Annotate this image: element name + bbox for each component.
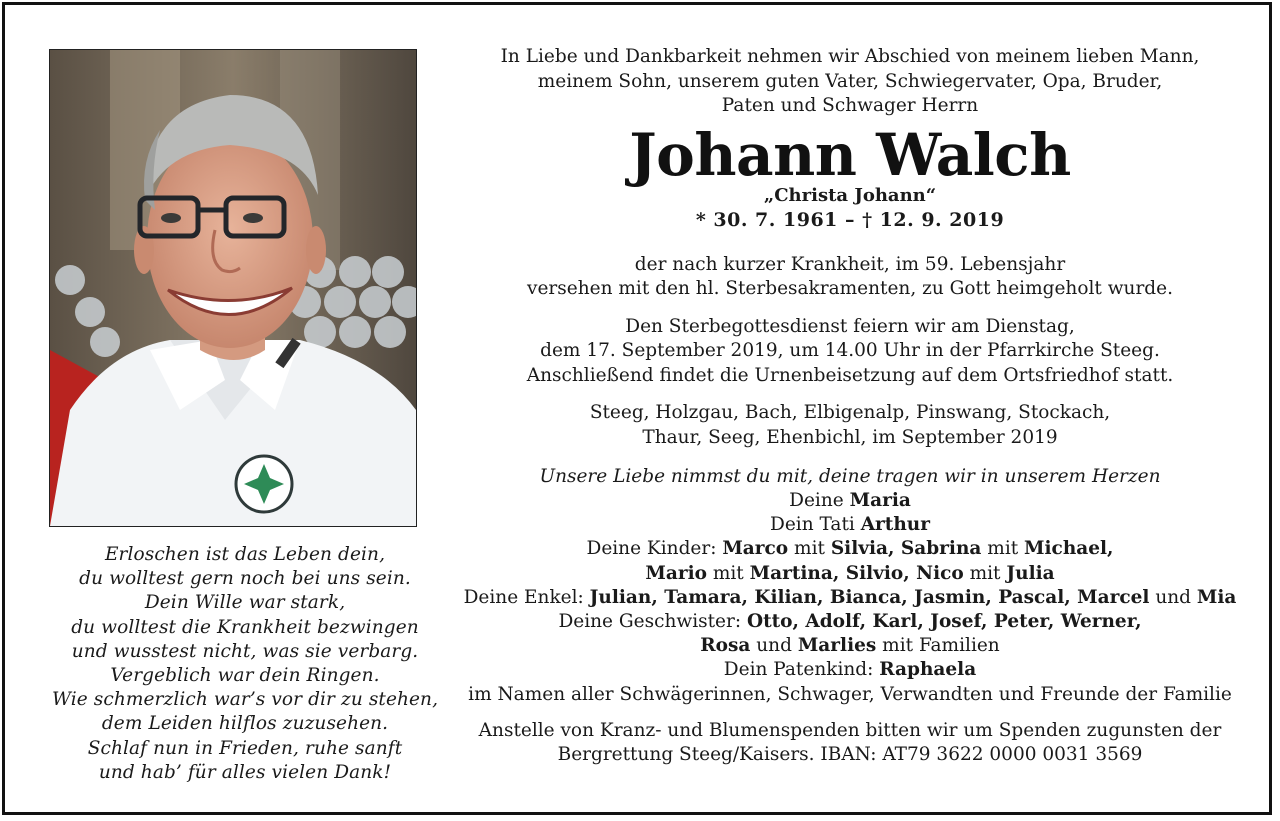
connector: und — [750, 635, 798, 657]
name: Nico — [916, 562, 964, 584]
service-line: dem 17. September 2019, um 14.00 Uhr in der Pfarrkirche Steeg. — [540, 340, 1160, 361]
donation-line: Bergrettung Steeg/Kaisers. IBAN: AT79 3622 0000 0031 3569 — [557, 744, 1143, 766]
mourner-siblings-1 — [450, 610, 1250, 634]
separator: , — [888, 538, 901, 560]
intro — [450, 45, 1250, 119]
poem — [35, 543, 455, 785]
name: Marlies — [797, 635, 877, 657]
name: Sabrina — [900, 538, 982, 560]
label: Deine Kinder: — [586, 538, 723, 560]
mourner-grandchildren — [450, 586, 1250, 610]
intro-line: meinem Sohn, unserem guten Vater, Schwiegervater, Opa, Bruder, — [537, 70, 1163, 92]
poem-line: und hab’ für alles vielen Dank! — [98, 761, 392, 783]
name: Martina — [749, 562, 833, 584]
connector: mit — [981, 538, 1025, 560]
mourner-others: im Namen aller Schwägerinnen, Schwager, Verwandten und Freunde der Familie — [468, 683, 1232, 705]
name: Maria — [849, 490, 911, 511]
obituary-card — [2, 2, 1272, 815]
notice-line: versehen mit den hl. Sterbesakramenten, zu Gott heimgeholt wurde. — [527, 278, 1173, 299]
death-notice — [450, 253, 1250, 302]
portrait-photo — [49, 49, 417, 527]
poem-line: du wolltest gern noch bei uns sein. — [79, 568, 411, 590]
poem-line: Schlaf nun in Frieden, ruhe sanft — [87, 737, 403, 759]
poem-line: Erloschen ist das Leben dein, — [104, 544, 386, 565]
mourner-godchild — [450, 658, 1250, 682]
connector: und — [1149, 586, 1197, 608]
name: Julia — [1006, 562, 1055, 584]
name: Otto, Adolf, Karl, Josef, Peter, Werner, — [746, 611, 1142, 633]
mourner-children-2 — [450, 562, 1250, 586]
places-date — [450, 401, 1250, 450]
name: Rosa — [700, 635, 751, 657]
name: Raphaela — [879, 659, 977, 681]
places-line: Thaur, Seeg, Ehenbichl, im September 2019 — [642, 426, 1058, 448]
motto: Unsere Liebe nimmst du mit, deine tragen wir in unserem Herzen — [539, 466, 1161, 487]
name: Marco — [722, 538, 789, 560]
donation-request — [450, 719, 1250, 768]
connector: mit Familien — [876, 635, 1000, 657]
nickname: „Christa Johann“ — [763, 184, 937, 206]
poem-line: Dein Wille war stark, — [144, 592, 346, 614]
mourner-children-1 — [450, 537, 1250, 561]
separator: , — [903, 562, 917, 584]
label: Dein Tati — [770, 514, 861, 536]
name: Mario — [645, 562, 707, 584]
portrait-image — [50, 50, 416, 526]
name: Mia — [1196, 586, 1237, 608]
label: Deine Enkel: — [463, 586, 590, 608]
intro-line: Paten und Schwager Herrn — [721, 95, 979, 116]
name: Arthur — [860, 514, 930, 536]
separator: , — [832, 562, 846, 584]
connector: mit — [706, 562, 750, 584]
label: Deine — [789, 490, 850, 511]
label: Deine Geschwister: — [558, 611, 747, 633]
poem-line: dem Leiden hilflos zuzusehen. — [101, 713, 389, 735]
service-line: Den Sterbegottesdienst feiern wir am Dienstag, — [625, 315, 1075, 337]
label: Dein Patenkind: — [723, 659, 880, 681]
life-dates: * 30. 7. 1961 – † 12. 9. 2019 — [695, 208, 1005, 231]
mourner-wife — [450, 489, 1250, 513]
name: Michael, — [1024, 538, 1114, 560]
name: Silvia — [830, 538, 888, 560]
places-line: Steeg, Holzgau, Bach, Elbigenalp, Pinswang, Stockach, — [589, 402, 1111, 423]
notice-line: der nach kurzer Krankheit, im 59. Lebensjahr — [634, 253, 1066, 275]
name: Julian, Tamara, Kilian, Bianca, Jasmin, Pascal, Marcel — [589, 586, 1150, 608]
mourners — [450, 489, 1250, 707]
name: Silvio — [845, 562, 904, 584]
funeral-service — [450, 315, 1250, 389]
donation-line: Anstelle von Kranz- und Blumenspenden bitten wir um Spenden zugunsten der — [478, 719, 1222, 741]
deceased-name: Johann Walch — [629, 120, 1071, 189]
poem-line: du wolltest die Krankheit bezwingen — [71, 616, 419, 638]
mourner-siblings-2 — [450, 634, 1250, 658]
poem-line: Wie schmerzlich war’s vor dir zu stehen, — [51, 689, 439, 711]
mourner-father — [450, 513, 1250, 537]
poem-line: und wusstest nicht, was sie verbarg. — [71, 640, 419, 662]
service-line: Anschließend findet die Urnenbeisetzung auf dem Ortsfriedhof statt. — [526, 364, 1174, 386]
obituary-text — [450, 45, 1250, 768]
connector: mit — [788, 538, 831, 560]
intro-line: In Liebe und Dankbarkeit nehmen wir Abschied von meinem lieben Mann, — [500, 46, 1200, 67]
connector: mit — [963, 562, 1007, 584]
poem-line: Vergeblich war dein Ringen. — [110, 665, 380, 687]
